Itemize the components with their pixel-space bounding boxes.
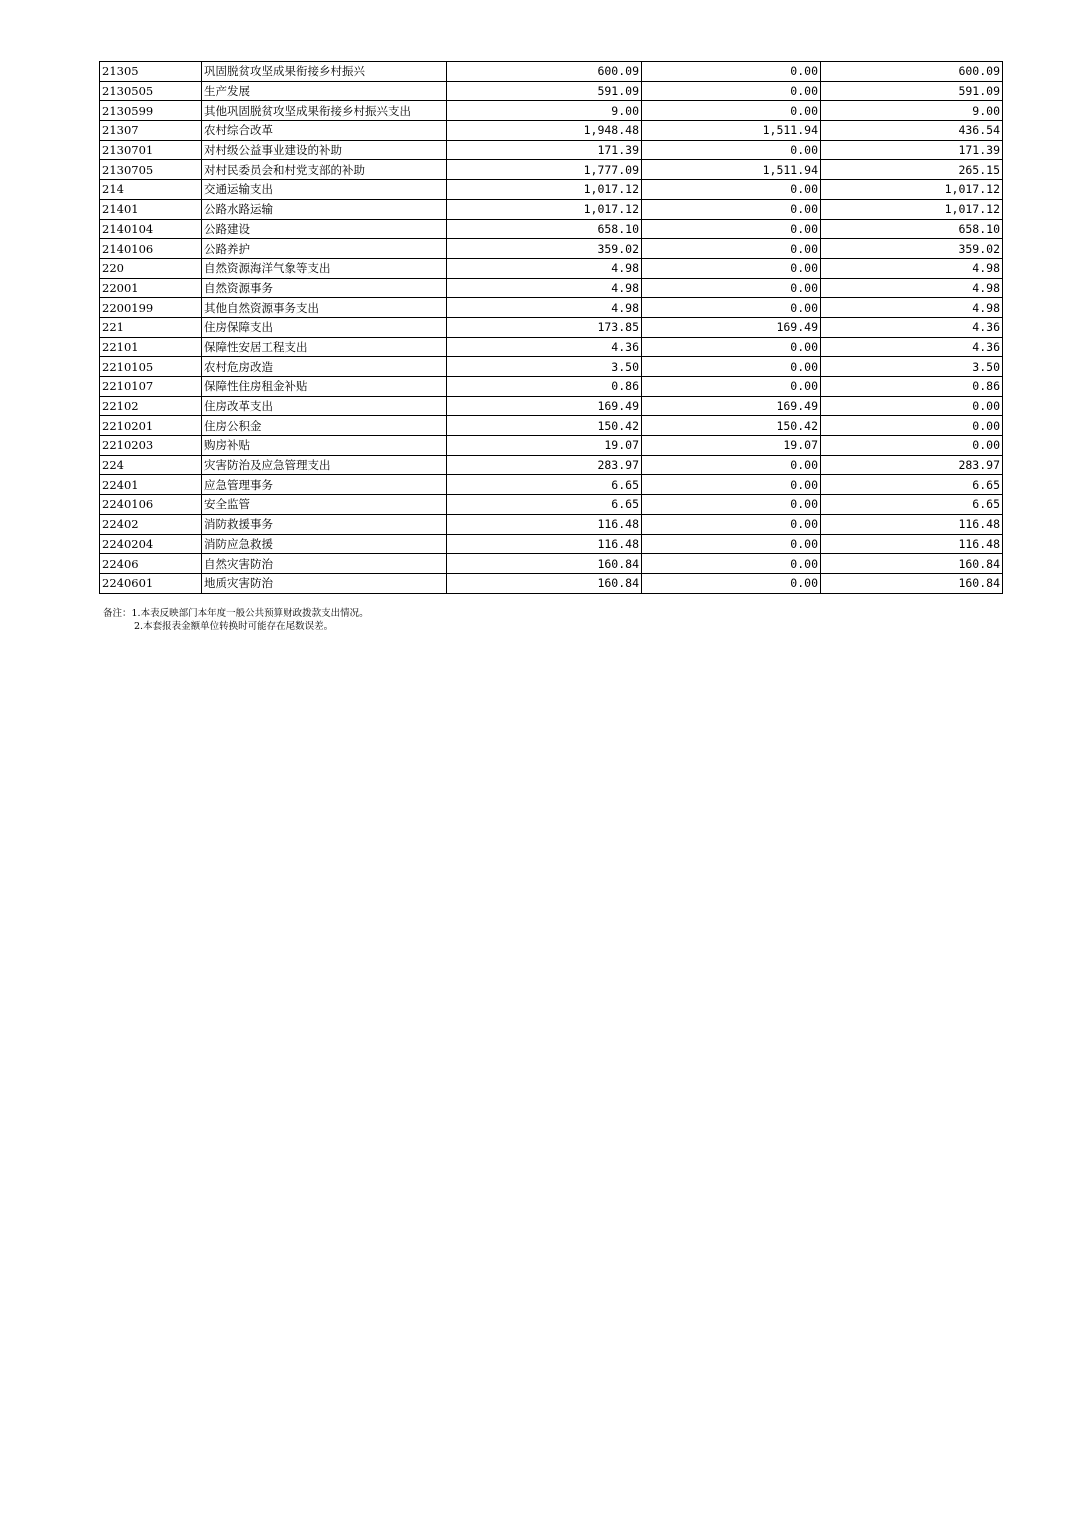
basic-expenditure-cell: 0.00 — [642, 495, 821, 515]
total-amount-cell: 658.10 — [447, 219, 642, 239]
subject-code-cell: 2240601 — [100, 573, 202, 593]
basic-expenditure-cell: 0.00 — [642, 573, 821, 593]
subject-name-cell: 灾害防治及应急管理支出 — [202, 455, 447, 475]
table-row — [100, 239, 1003, 259]
basic-expenditure-cell: 0.00 — [642, 101, 821, 121]
total-amount-cell: 600.09 — [447, 62, 642, 82]
total-amount-cell: 359.02 — [447, 239, 642, 259]
subject-code-cell: 22406 — [100, 554, 202, 574]
total-amount-cell: 4.36 — [447, 337, 642, 357]
table-row — [100, 455, 1003, 475]
subject-name-cell: 保障性安居工程支出 — [202, 337, 447, 357]
subject-code-cell: 2210107 — [100, 377, 202, 397]
project-expenditure-cell: 6.65 — [821, 495, 1003, 515]
basic-expenditure-cell: 0.00 — [642, 455, 821, 475]
project-expenditure-cell: 116.48 — [821, 514, 1003, 534]
project-expenditure-cell: 283.97 — [821, 455, 1003, 475]
subject-name-cell: 其他巩固脱贫攻坚成果衔接乡村振兴支出 — [202, 101, 447, 121]
table-row — [100, 573, 1003, 593]
table-row — [100, 180, 1003, 200]
table-row — [100, 140, 1003, 160]
table-row — [100, 160, 1003, 180]
notes — [103, 607, 369, 633]
subject-code-cell: 2210203 — [100, 436, 202, 456]
total-amount-cell: 160.84 — [447, 573, 642, 593]
project-expenditure-cell: 359.02 — [821, 239, 1003, 259]
subject-code-cell: 224 — [100, 455, 202, 475]
subject-code-cell: 22001 — [100, 278, 202, 298]
project-expenditure-cell: 4.98 — [821, 298, 1003, 318]
total-amount-cell: 6.65 — [447, 475, 642, 495]
basic-expenditure-cell: 1,511.94 — [642, 121, 821, 141]
total-amount-cell: 150.42 — [447, 416, 642, 436]
table-row — [100, 121, 1003, 141]
total-amount-cell: 1,948.48 — [447, 121, 642, 141]
subject-name-cell: 其他自然资源事务支出 — [202, 298, 447, 318]
basic-expenditure-cell: 0.00 — [642, 278, 821, 298]
subject-code-cell: 2130505 — [100, 81, 202, 101]
subject-code-cell: 221 — [100, 317, 202, 337]
subject-code-cell: 2130599 — [100, 101, 202, 121]
subject-name-cell: 住房保障支出 — [202, 317, 447, 337]
subject-code-cell: 2130701 — [100, 140, 202, 160]
table-row — [100, 396, 1003, 416]
total-amount-cell: 116.48 — [447, 534, 642, 554]
project-expenditure-cell: 4.36 — [821, 337, 1003, 357]
table-row — [100, 337, 1003, 357]
subject-name-cell: 地质灾害防治 — [202, 573, 447, 593]
basic-expenditure-cell: 0.00 — [642, 219, 821, 239]
project-expenditure-cell: 4.36 — [821, 317, 1003, 337]
basic-expenditure-cell: 0.00 — [642, 180, 821, 200]
total-amount-cell: 4.98 — [447, 258, 642, 278]
total-amount-cell: 1,777.09 — [447, 160, 642, 180]
total-amount-cell: 6.65 — [447, 495, 642, 515]
subject-code-cell: 2210201 — [100, 416, 202, 436]
project-expenditure-cell: 9.00 — [821, 101, 1003, 121]
note-line-1: 备注：1.本表反映部门本年度一般公共预算财政拨款支出情况。 — [103, 608, 369, 619]
project-expenditure-cell: 4.98 — [821, 278, 1003, 298]
basic-expenditure-cell: 150.42 — [642, 416, 821, 436]
basic-expenditure-cell: 19.07 — [642, 436, 821, 456]
subject-name-cell: 对村民委员会和村党支部的补助 — [202, 160, 447, 180]
subject-code-cell: 22402 — [100, 514, 202, 534]
subject-code-cell: 214 — [100, 180, 202, 200]
budget-table-body — [100, 62, 1003, 594]
basic-expenditure-cell: 0.00 — [642, 81, 821, 101]
note-line-2: 2.本套报表金额单位转换时可能存在尾数误差。 — [134, 621, 334, 632]
total-amount-cell: 171.39 — [447, 140, 642, 160]
project-expenditure-cell: 265.15 — [821, 160, 1003, 180]
table-row — [100, 258, 1003, 278]
subject-name-cell: 应急管理事务 — [202, 475, 447, 495]
basic-expenditure-cell: 0.00 — [642, 337, 821, 357]
table-row — [100, 495, 1003, 515]
project-expenditure-cell: 591.09 — [821, 81, 1003, 101]
project-expenditure-cell: 0.00 — [821, 416, 1003, 436]
total-amount-cell: 4.98 — [447, 278, 642, 298]
project-expenditure-cell: 600.09 — [821, 62, 1003, 82]
subject-name-cell: 消防救援事务 — [202, 514, 447, 534]
subject-code-cell: 2210105 — [100, 357, 202, 377]
subject-name-cell: 农村综合改革 — [202, 121, 447, 141]
total-amount-cell: 173.85 — [447, 317, 642, 337]
table-row — [100, 101, 1003, 121]
subject-code-cell: 22401 — [100, 475, 202, 495]
total-amount-cell: 1,017.12 — [447, 199, 642, 219]
subject-name-cell: 住房改革支出 — [202, 396, 447, 416]
total-amount-cell: 160.84 — [447, 554, 642, 574]
project-expenditure-cell: 0.00 — [821, 436, 1003, 456]
table-row — [100, 298, 1003, 318]
subject-code-cell: 22101 — [100, 337, 202, 357]
subject-name-cell: 购房补贴 — [202, 436, 447, 456]
total-amount-cell: 283.97 — [447, 455, 642, 475]
total-amount-cell: 3.50 — [447, 357, 642, 377]
total-amount-cell: 0.86 — [447, 377, 642, 397]
subject-name-cell: 自然资源海洋气象等支出 — [202, 258, 447, 278]
project-expenditure-cell: 6.65 — [821, 475, 1003, 495]
subject-name-cell: 公路养护 — [202, 239, 447, 259]
project-expenditure-cell: 658.10 — [821, 219, 1003, 239]
project-expenditure-cell: 160.84 — [821, 573, 1003, 593]
budget-sheet — [99, 61, 1003, 594]
basic-expenditure-cell: 169.49 — [642, 396, 821, 416]
total-amount-cell: 116.48 — [447, 514, 642, 534]
subject-name-cell: 生产发展 — [202, 81, 447, 101]
project-expenditure-cell: 0.00 — [821, 396, 1003, 416]
table-row — [100, 62, 1003, 82]
subject-code-cell: 2200199 — [100, 298, 202, 318]
subject-name-cell: 公路建设 — [202, 219, 447, 239]
total-amount-cell: 1,017.12 — [447, 180, 642, 200]
table-row — [100, 436, 1003, 456]
table-row — [100, 81, 1003, 101]
subject-code-cell: 2140104 — [100, 219, 202, 239]
subject-code-cell: 21305 — [100, 62, 202, 82]
project-expenditure-cell: 436.54 — [821, 121, 1003, 141]
subject-code-cell: 2240106 — [100, 495, 202, 515]
basic-expenditure-cell: 0.00 — [642, 239, 821, 259]
table-row — [100, 357, 1003, 377]
table-row — [100, 554, 1003, 574]
table-row — [100, 377, 1003, 397]
basic-expenditure-cell: 0.00 — [642, 475, 821, 495]
subject-name-cell: 消防应急救援 — [202, 534, 447, 554]
project-expenditure-cell: 3.50 — [821, 357, 1003, 377]
basic-expenditure-cell: 169.49 — [642, 317, 821, 337]
table-row — [100, 475, 1003, 495]
project-expenditure-cell: 171.39 — [821, 140, 1003, 160]
total-amount-cell: 19.07 — [447, 436, 642, 456]
table-row — [100, 416, 1003, 436]
basic-expenditure-cell: 0.00 — [642, 514, 821, 534]
table-row — [100, 199, 1003, 219]
subject-name-cell: 住房公积金 — [202, 416, 447, 436]
subject-name-cell: 安全监管 — [202, 495, 447, 515]
table-row — [100, 514, 1003, 534]
total-amount-cell: 169.49 — [447, 396, 642, 416]
table-row — [100, 317, 1003, 337]
basic-expenditure-cell: 0.00 — [642, 258, 821, 278]
project-expenditure-cell: 160.84 — [821, 554, 1003, 574]
total-amount-cell: 9.00 — [447, 101, 642, 121]
subject-name-cell: 保障性住房租金补贴 — [202, 377, 447, 397]
project-expenditure-cell: 1,017.12 — [821, 199, 1003, 219]
subject-name-cell: 自然资源事务 — [202, 278, 447, 298]
subject-code-cell: 2140106 — [100, 239, 202, 259]
subject-name-cell: 巩固脱贫攻坚成果衔接乡村振兴 — [202, 62, 447, 82]
total-amount-cell: 591.09 — [447, 81, 642, 101]
table-row — [100, 219, 1003, 239]
basic-expenditure-cell: 0.00 — [642, 62, 821, 82]
project-expenditure-cell: 4.98 — [821, 258, 1003, 278]
subject-name-cell: 自然灾害防治 — [202, 554, 447, 574]
basic-expenditure-cell: 1,511.94 — [642, 160, 821, 180]
project-expenditure-cell: 0.86 — [821, 377, 1003, 397]
basic-expenditure-cell: 0.00 — [642, 534, 821, 554]
basic-expenditure-cell: 0.00 — [642, 140, 821, 160]
table-row — [100, 534, 1003, 554]
subject-code-cell: 220 — [100, 258, 202, 278]
basic-expenditure-cell: 0.00 — [642, 199, 821, 219]
subject-name-cell: 公路水路运输 — [202, 199, 447, 219]
subject-code-cell: 2130705 — [100, 160, 202, 180]
subject-code-cell: 2240204 — [100, 534, 202, 554]
basic-expenditure-cell: 0.00 — [642, 554, 821, 574]
basic-expenditure-cell: 0.00 — [642, 377, 821, 397]
project-expenditure-cell: 1,017.12 — [821, 180, 1003, 200]
basic-expenditure-cell: 0.00 — [642, 357, 821, 377]
subject-code-cell: 21307 — [100, 121, 202, 141]
total-amount-cell: 4.98 — [447, 298, 642, 318]
budget-table — [99, 61, 1003, 594]
table-row — [100, 278, 1003, 298]
subject-code-cell: 22102 — [100, 396, 202, 416]
project-expenditure-cell: 116.48 — [821, 534, 1003, 554]
subject-name-cell: 农村危房改造 — [202, 357, 447, 377]
subject-name-cell: 交通运输支出 — [202, 180, 447, 200]
subject-code-cell: 21401 — [100, 199, 202, 219]
basic-expenditure-cell: 0.00 — [642, 298, 821, 318]
subject-name-cell: 对村级公益事业建设的补助 — [202, 140, 447, 160]
